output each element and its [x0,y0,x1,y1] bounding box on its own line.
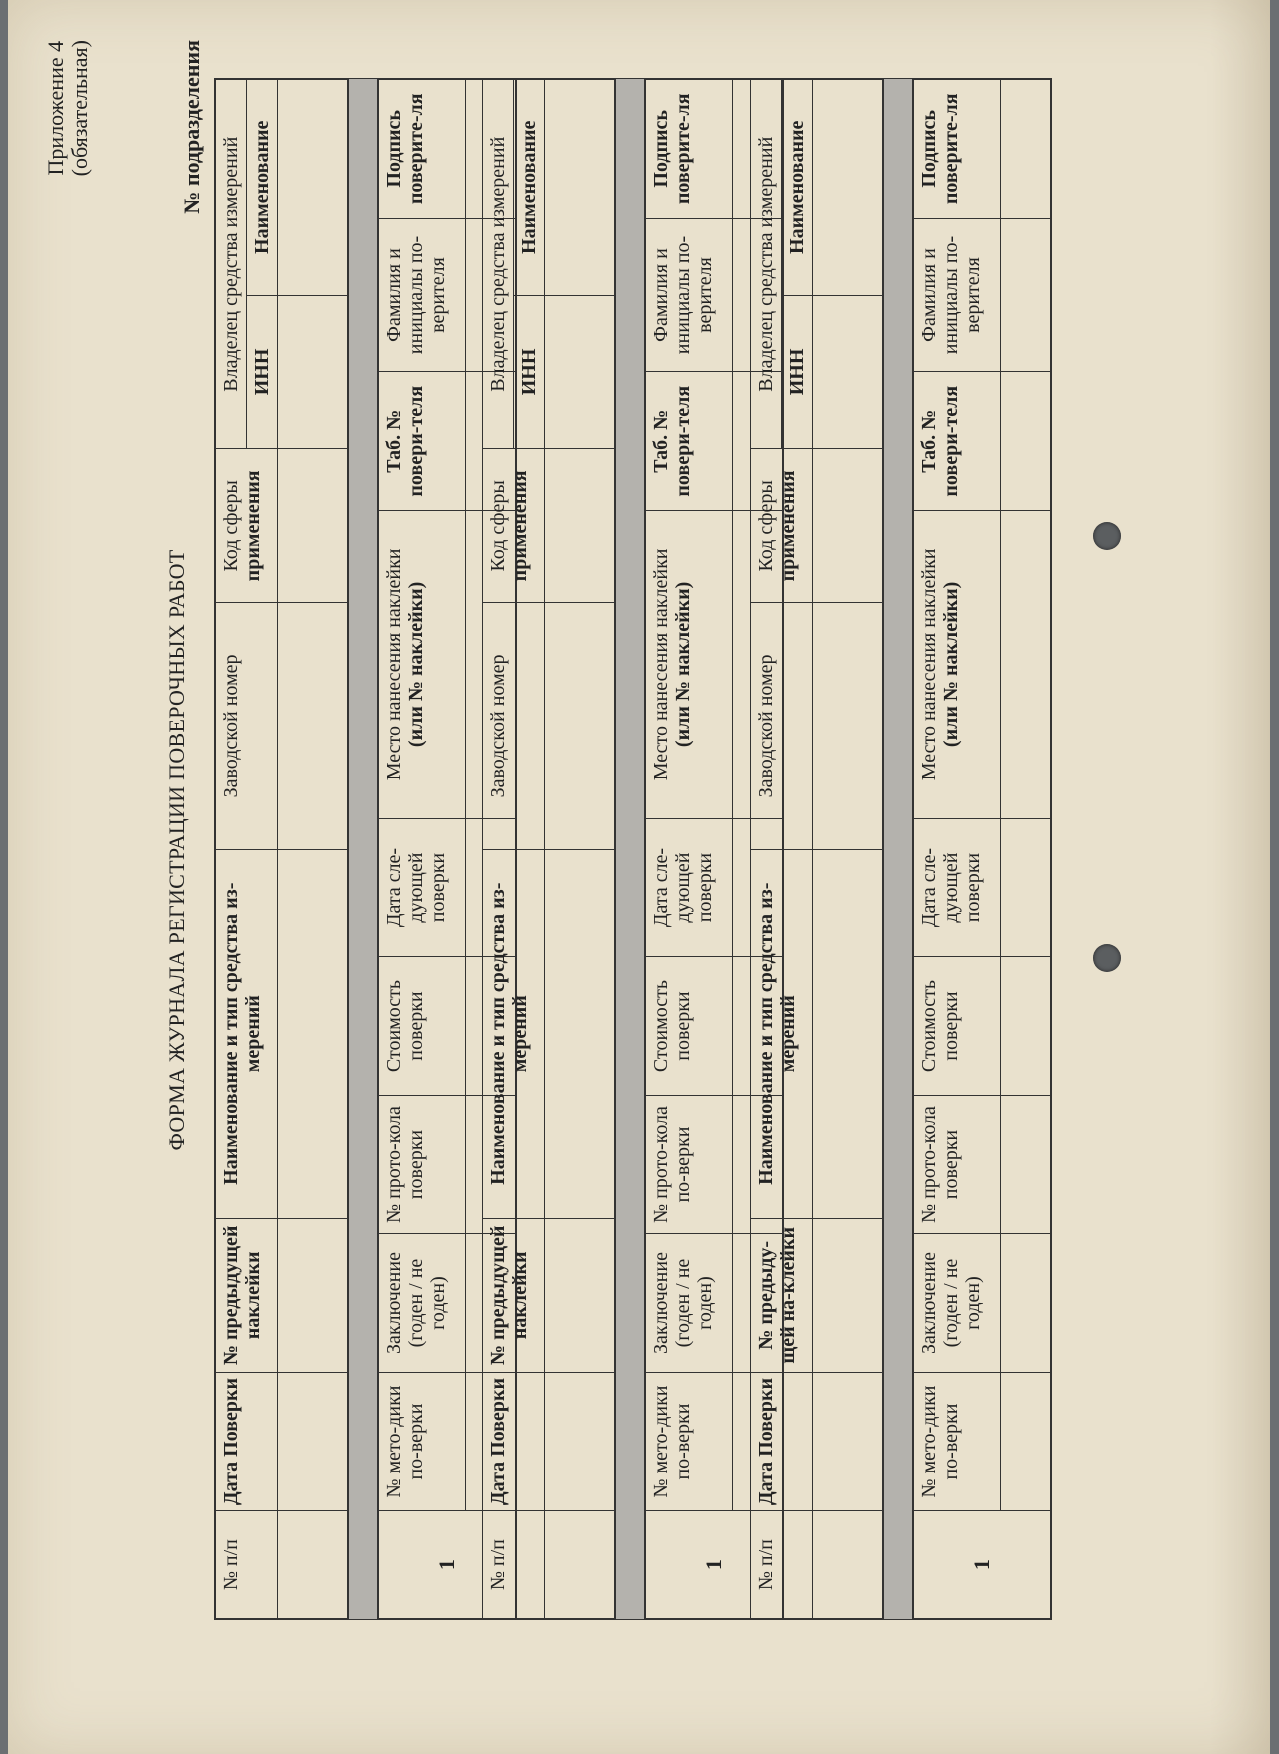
col-instrument-name: Наименование и тип средства из-мерений [751,849,813,1218]
col-serial: Заводской номер [483,603,545,849]
col-tab-number: Таб. № повери-теля [646,372,733,511]
col-method: № мето-дики по-верки [914,1372,1001,1511]
separator-band [615,79,645,1619]
col-prev-sticker: № предыдущей наклейки [483,1218,545,1372]
row-number: 1 [646,1511,783,1619]
appendix-line2: (обязательная) [67,40,92,177]
col-owner-name: Наименование [247,80,278,296]
col-number: № п/п [751,1511,813,1619]
col-cost: Стоимость поверки [379,957,466,1096]
col-owner-name: Наименование [514,80,545,296]
cell-empty [1001,510,1051,818]
col-verifier-name: Фамилия и инициалы по-верителя [646,218,733,372]
col-number: № п/п [216,1511,278,1619]
col-date: Дата Поверки [751,1372,813,1511]
sphere-code-sub: применения [777,470,799,582]
separator-band [883,79,913,1619]
sphere-code-label: Код сферы [755,480,777,572]
col-signature: Подпись поверите-ля [914,80,1001,219]
cell-empty [1001,818,1051,957]
col-sphere-code [751,449,813,603]
cell-empty [278,449,348,603]
col-tab-number: Таб. № повери-теля [379,372,466,511]
cell-empty [278,1218,348,1372]
form-title: ФОРМА ЖУРНАЛА РЕГИСТРАЦИИ ПОВЕРОЧНЫХ РАБОТ [164,549,189,1151]
sticker-place-sub: (или № наклейки) [405,581,427,748]
col-owner-name: Наименование [782,80,813,296]
cell-empty [813,449,883,603]
col-sticker-place [646,510,733,818]
col-prev-sticker: № предыду-щей на-клейки [751,1218,813,1372]
col-date: Дата Поверки [216,1372,278,1511]
col-next-date: Дата сле-дующей поверки [379,818,466,957]
col-owner: Владелец средства измерений [216,80,247,449]
cell-empty [278,603,348,849]
cell-empty [278,849,348,1218]
cell-empty [1001,218,1051,372]
cell-empty [813,849,883,1218]
cell-empty [545,295,615,449]
appendix-label [44,40,92,176]
col-serial: Заводской номер [216,603,278,849]
cell-empty [813,1511,883,1619]
row-number: 1 [379,1511,516,1619]
cell-empty [813,1218,883,1372]
header-table-1 [215,79,348,1619]
rotated-form [24,0,1204,1700]
col-protocol: № прото-кола поверки [914,1095,1001,1234]
header-table-2 [482,79,615,1619]
cell-empty [813,1372,883,1511]
scanned-page [8,0,1270,1754]
col-sphere-code [216,449,278,603]
cell-empty [278,80,348,296]
appendix-line1: Приложение 4 [43,40,68,176]
journal-section-3 [750,78,1052,1620]
cell-empty [1001,1372,1051,1511]
sphere-code-label: Код сферы [220,480,242,572]
sphere-code-sub: применения [242,470,264,582]
cell-empty [1001,957,1051,1096]
cell-empty [813,295,883,449]
cell-empty [278,295,348,449]
col-signature: Подпись поверите-ля [379,80,466,219]
subdivision-label: № подразделения [179,40,204,214]
col-cost: Стоимость поверки [914,957,1001,1096]
col-owner: Владелец средства измерений [483,80,514,449]
cell-empty [545,603,615,849]
col-inn: ИНН [247,295,278,449]
cell-empty [1001,1234,1051,1373]
col-cost: Стоимость поверки [646,957,733,1096]
sphere-code-sub: применения [509,470,531,582]
col-prev-sticker: № предыдущей наклейки [216,1218,278,1372]
separator-band [348,79,378,1619]
cell-empty [545,1372,615,1511]
col-next-date: Дата сле-дующей поверки [646,818,733,957]
cell-empty [545,449,615,603]
cell-empty [545,1511,615,1619]
cell-empty [278,1372,348,1511]
journal-section-2 [482,78,784,1620]
col-date: Дата Поверки [483,1372,545,1511]
detail-table-3 [913,79,1051,1619]
col-serial: Заводской номер [751,603,813,849]
col-signature: Подпись поверите-ля [646,80,733,219]
col-conclusion: Заключение (годен / не годен) [646,1234,733,1373]
sticker-place-label: Место нанесения наклейки [383,548,405,781]
col-sphere-code [483,449,545,603]
cell-empty [545,849,615,1218]
cell-empty [1001,80,1051,219]
col-number: № п/п [483,1511,545,1619]
col-conclusion: Заключение (годен / не годен) [379,1234,466,1373]
col-inn: ИНН [782,295,813,449]
cell-empty [545,80,615,296]
col-instrument-name: Наименование и тип средства из-мерений [483,849,545,1218]
col-instrument-name: Наименование и тип средства из-мерений [216,849,278,1218]
col-sticker-place [379,510,466,818]
col-conclusion: Заключение (годен / не годен) [914,1234,1001,1373]
journal-section-1 [214,78,517,1620]
header-table-3 [750,79,883,1619]
col-owner: Владелец средства измерений [751,80,782,449]
cell-empty [1001,1095,1051,1234]
col-verifier-name: Фамилия и инициалы по-верителя [379,218,466,372]
cell-empty [813,80,883,296]
col-method: № мето-дики по-верки [379,1372,466,1511]
cell-empty [545,1218,615,1372]
row-number: 1 [914,1511,1051,1619]
sticker-place-sub: (или № наклейки) [672,581,694,748]
cell-empty [813,603,883,849]
col-inn: ИНН [514,295,545,449]
sticker-place-label: Место нанесения наклейки [650,548,672,781]
col-method: № мето-дики по-верки [646,1372,733,1511]
col-protocol: № прото-кола поверки [379,1095,466,1234]
sticker-place-label: Место нанесения наклейки [918,548,940,781]
sticker-place-sub: (или № наклейки) [940,581,962,748]
cell-empty [1001,372,1051,511]
col-sticker-place [914,510,1001,818]
col-protocol: № прото-кола по-верки [646,1095,733,1234]
cell-empty [278,1511,348,1619]
col-next-date: Дата сле-дующей поверки [914,818,1001,957]
sphere-code-label: Код сферы [487,480,509,572]
col-verifier-name: Фамилия и инициалы по-верителя [914,218,1001,372]
col-tab-number: Таб. № повери-теля [914,372,1001,511]
